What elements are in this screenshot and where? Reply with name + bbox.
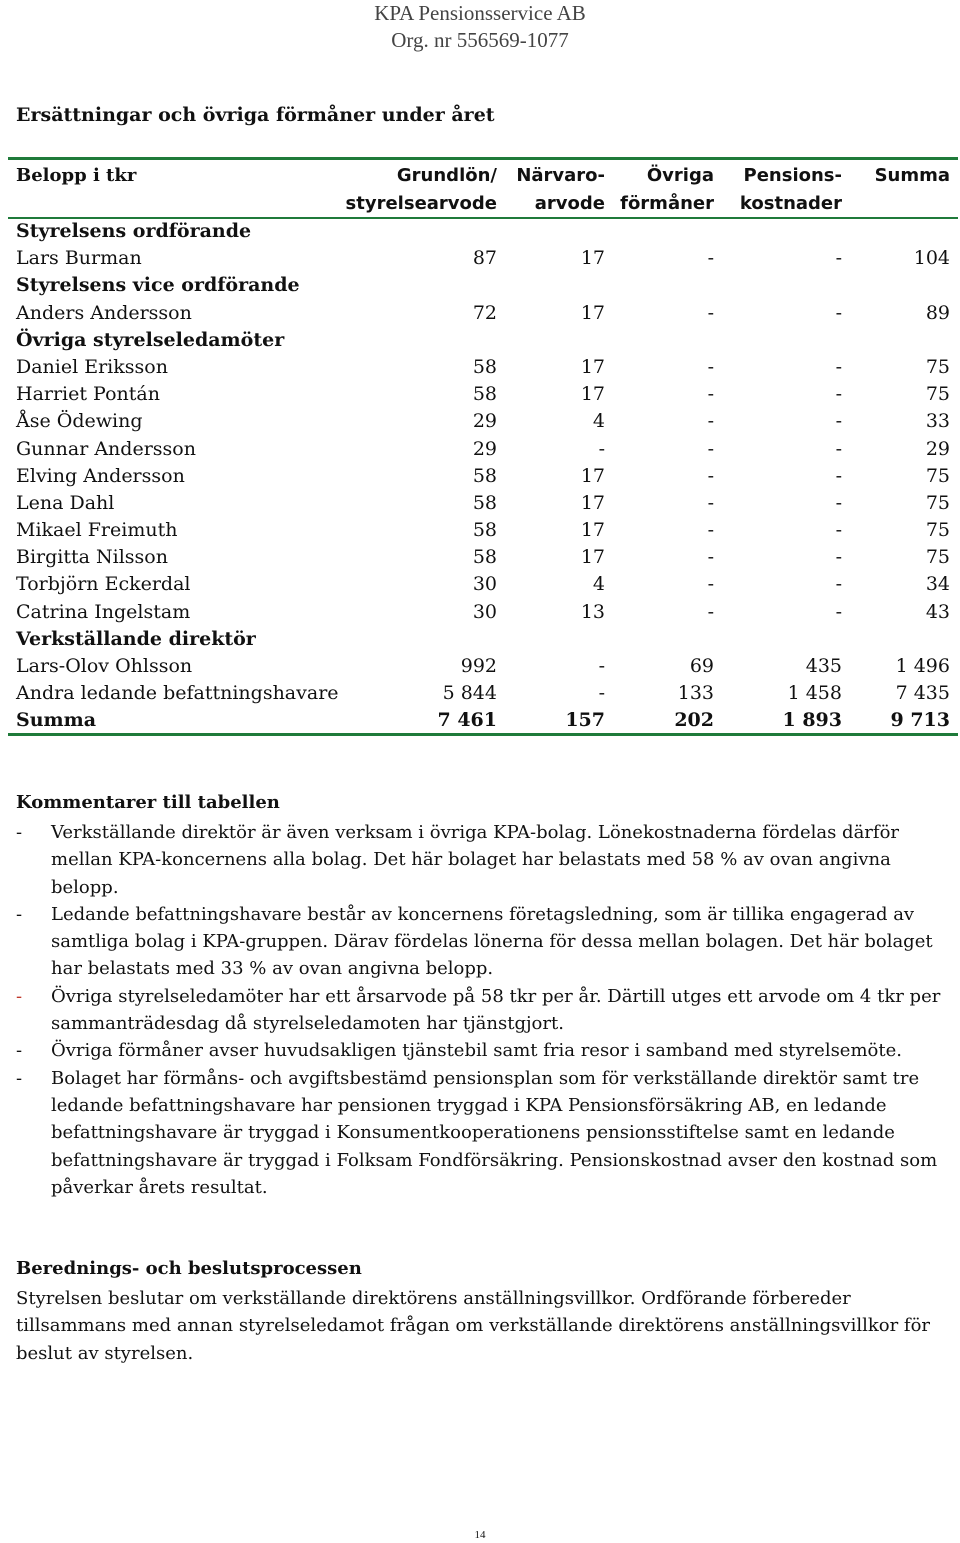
row-cell: -	[707, 600, 714, 623]
row-label: Daniel Eriksson	[16, 355, 168, 378]
row-cell: 1 458	[787, 682, 842, 705]
row-cell: 157	[565, 709, 605, 732]
row-cell: -	[835, 437, 842, 460]
comment-item	[16, 1037, 946, 1064]
row-cell: 9 713	[890, 709, 950, 732]
row-cell: 4	[592, 573, 605, 596]
row-cell: 89	[925, 301, 950, 324]
comment-item	[16, 1065, 946, 1201]
table-bottom-rule	[8, 733, 958, 736]
table-row	[0, 408, 960, 435]
row-cell: -	[707, 491, 714, 514]
comment-text: Ledande befattningshavare består av koncernens företagsledning, som är tillika engagerad av samtliga bolag i KPA-gruppen. Därav fördelas lönerna för dessa mellan bolagen. Det här bolaget har belastats med 33 % av ovan angivna belopp.	[51, 903, 933, 980]
table-row	[0, 381, 960, 408]
row-label: Anders Andersson	[16, 301, 192, 324]
row-cell: 7 435	[895, 682, 950, 705]
row-cell: -	[707, 301, 714, 324]
column-header-narvaro-line1: Närvaro-	[516, 165, 605, 186]
row-cell: 58	[472, 546, 497, 569]
process-title: Berednings- och beslutsprocessen	[16, 1258, 362, 1279]
row-cell: 72	[472, 301, 497, 324]
comments-title: Kommentarer till tabellen	[16, 792, 280, 813]
row-cell: 17	[580, 519, 605, 542]
row-cell: 58	[472, 383, 497, 406]
row-cell: 1 496	[895, 655, 950, 677]
row-cell: 13	[580, 600, 605, 623]
table-row	[0, 653, 960, 680]
row-cell: 75	[925, 383, 950, 406]
row-cell: 75	[925, 491, 950, 514]
row-cell: 133	[677, 682, 714, 705]
row-label: Styrelsens vice ordförande	[16, 274, 300, 297]
row-cell: -	[707, 383, 714, 406]
table-row	[0, 436, 960, 463]
row-cell: 58	[472, 464, 497, 487]
page-number: 14	[474, 1529, 486, 1541]
table-top-rule	[8, 157, 958, 160]
column-header-grundlon-line1: Grundlön/	[396, 165, 497, 186]
table-body	[0, 218, 960, 735]
row-cell: 30	[472, 573, 497, 596]
comment-text: Verkställande direktör är även verksam i övriga KPA-bolag. Lönekostnaderna fördelas därför mellan KPA-koncernens alla bolag. Det här bolaget har belastats med 58 % av ovan angivna belopp.	[51, 822, 900, 898]
row-cell: 17	[580, 546, 605, 569]
row-label: Lena Dahl	[16, 491, 115, 514]
row-cell: -	[707, 519, 714, 542]
comment-text: Bolaget har förmåns- och avgiftsbestämd pensionsplan som för verkställande direktör samt tre ledande befattningshavare har pensionen tryggad i KPA Pensionsförsäkring AB, en ledande befattningshavare är tryggad i Konsumentkooperationens pensionsstiftelse samt en ledande befattningshavare är tryggad i Folksam Fondförsäkring. Pensionskostnad avser den kostnad som påverkar årets resultat.	[51, 1067, 938, 1198]
row-cell: -	[835, 383, 842, 406]
row-cell: -	[835, 247, 842, 270]
row-cell: 87	[472, 247, 497, 270]
row-cell: -	[707, 437, 714, 460]
row-cell: -	[835, 546, 842, 569]
table-row	[0, 490, 960, 517]
comment-item	[16, 819, 946, 901]
row-cell: 29	[472, 437, 497, 460]
column-header-pensions-line2: kostnader	[739, 193, 842, 214]
row-cell: 7 461	[437, 709, 497, 732]
row-cell: -	[835, 600, 842, 623]
table-group-row	[0, 218, 960, 245]
column-header-summa: Summa	[874, 165, 950, 186]
row-cell: -	[707, 573, 714, 596]
column-header-belopp: Belopp i tkr	[16, 165, 137, 186]
column-header-grundlon-line2: styrelsearvode	[345, 193, 497, 214]
row-label: Lars Burman	[16, 247, 142, 270]
row-cell: -	[707, 410, 714, 433]
process-text: Styrelsen beslutar om verkställande direktörens anställningsvillkor. Ordförande förbereder tillsammans med annan styrelseledamot frågan om verkställande direktörens anställningsvillkor för beslut av styrelsen.	[16, 1288, 931, 1364]
row-cell: -	[598, 437, 605, 460]
dash-icon: -	[16, 985, 23, 1007]
row-cell: 43	[925, 600, 950, 623]
comments-list	[16, 819, 946, 1201]
row-label: Catrina Ingelstam	[16, 600, 191, 623]
row-cell: -	[835, 573, 842, 596]
row-cell: 17	[580, 464, 605, 487]
row-cell: 75	[925, 464, 950, 487]
row-cell: 17	[580, 355, 605, 378]
row-label: Gunnar Andersson	[16, 437, 196, 460]
row-cell: -	[835, 410, 842, 433]
row-cell: 30	[472, 600, 497, 623]
row-cell: 4	[592, 410, 605, 433]
row-cell: 69	[689, 655, 714, 677]
row-cell: 75	[925, 546, 950, 569]
table-group-row	[0, 272, 960, 299]
section-title: Ersättningar och övriga förmåner under året	[16, 104, 495, 126]
comment-text: Övriga förmåner avser huvudsakligen tjänstebil samt fria resor i samband med styrelsemöte.	[51, 1040, 902, 1062]
table-row	[0, 571, 960, 598]
row-cell: 17	[580, 247, 605, 270]
row-cell: 435	[805, 655, 842, 677]
row-cell: 75	[925, 355, 950, 378]
row-label: Åse Ödewing	[16, 410, 143, 433]
row-cell: -	[835, 519, 842, 542]
org-number: Org. nr 556569-1077	[391, 28, 569, 52]
company-name: KPA Pensionsservice AB	[374, 1, 586, 25]
row-label: Lars-Olov Ohlsson	[16, 655, 193, 677]
row-cell: 29	[472, 410, 497, 433]
row-label: Summa	[16, 709, 97, 732]
table-row	[0, 354, 960, 381]
company-header	[0, 0, 960, 54]
comment-item	[16, 983, 946, 1038]
table-row	[0, 517, 960, 544]
row-cell: 58	[472, 491, 497, 514]
row-label: Torbjörn Eckerdal	[16, 573, 191, 596]
dash-icon: -	[16, 822, 23, 843]
row-cell: 17	[580, 383, 605, 406]
comment-text: Övriga styrelseledamöter har ett årsarvode på 58 tkr per år. Därtill utges ett arvode om 4 tkr per sammanträdesdag då styrelseledamoten har tjänstgjort.	[51, 985, 941, 1035]
dash-icon: -	[16, 903, 23, 925]
row-cell: 58	[472, 355, 497, 378]
row-cell: 75	[925, 519, 950, 542]
row-label: Övriga styrelseledamöter	[16, 328, 285, 351]
row-cell: -	[598, 682, 605, 705]
table-row	[0, 463, 960, 490]
column-header-ovriga-line1: Övriga	[646, 165, 714, 186]
row-cell: 29	[925, 437, 950, 460]
row-label: Styrelsens ordförande	[16, 220, 252, 242]
row-cell: -	[835, 301, 842, 324]
table-row	[0, 544, 960, 571]
row-cell: -	[835, 464, 842, 487]
table-row	[0, 680, 960, 707]
row-cell: 202	[674, 709, 714, 732]
table-row	[0, 245, 960, 272]
column-header-ovriga-line2: förmåner	[620, 193, 714, 214]
row-label: Harriet Pontán	[16, 383, 160, 406]
dash-icon: -	[16, 1040, 23, 1062]
row-cell: 1 893	[782, 709, 842, 732]
table-row	[0, 300, 960, 327]
row-cell: -	[707, 546, 714, 569]
comment-item	[16, 901, 946, 983]
row-cell: -	[707, 464, 714, 487]
row-label: Verkställande direktör	[16, 627, 256, 650]
row-cell: 5 844	[442, 682, 497, 705]
row-label: Mikael Freimuth	[16, 519, 178, 542]
table-header	[0, 162, 960, 218]
row-cell: -	[835, 355, 842, 378]
row-cell: 17	[580, 301, 605, 324]
row-cell: 33	[925, 410, 950, 433]
row-label: Birgitta Nilsson	[16, 546, 168, 569]
row-cell: 992	[460, 655, 497, 677]
table-total-row	[0, 707, 960, 734]
column-header-pensions-line1: Pensions-	[743, 165, 842, 186]
row-cell: -	[598, 655, 605, 677]
table-row	[0, 599, 960, 626]
row-cell: 17	[580, 491, 605, 514]
row-cell: 34	[925, 573, 950, 596]
row-cell: -	[707, 247, 714, 270]
table-group-row	[0, 626, 960, 653]
row-cell: 58	[472, 519, 497, 542]
row-cell: -	[707, 355, 714, 378]
row-label: Elving Andersson	[16, 464, 185, 487]
row-label: Andra ledande befattningshavare	[16, 682, 339, 705]
row-cell: -	[835, 491, 842, 514]
column-header-narvaro-line2: arvode	[534, 193, 605, 214]
table-group-row	[0, 327, 960, 354]
row-cell: 104	[913, 247, 950, 270]
dash-icon: -	[16, 1067, 23, 1089]
